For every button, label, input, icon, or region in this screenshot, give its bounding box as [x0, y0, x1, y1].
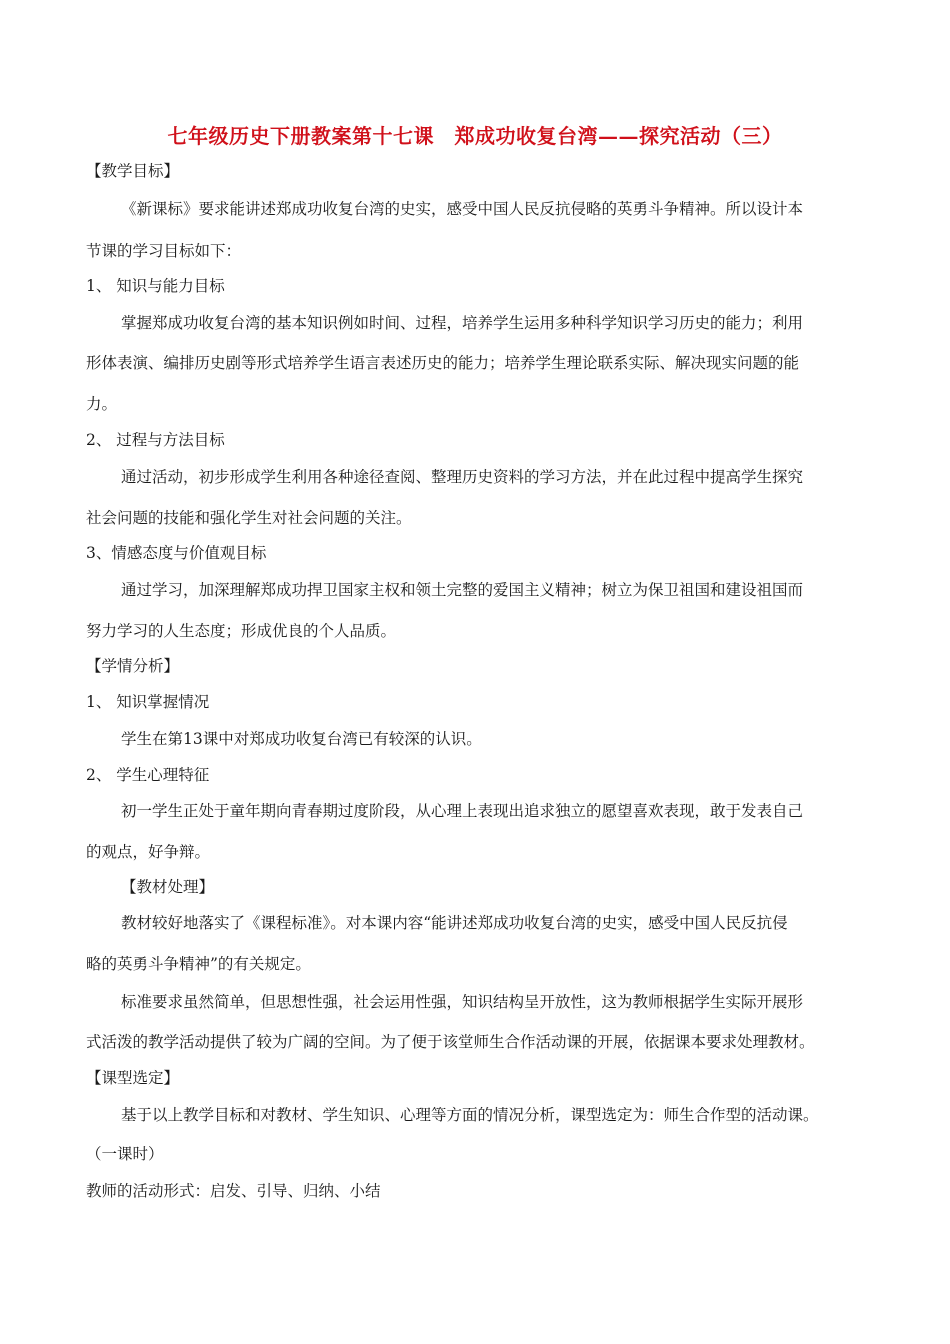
- paragraph-line: 教师的活动形式：启发、引导、归纳、小结: [86, 1182, 381, 1200]
- paragraph-line: 通过活动，初步形成学生利用各种途径查阅、整理历史资料的学习方法，并在此过程中提高学生探究: [121, 468, 804, 486]
- paragraph-line: 通过学习，加深理解郑成功捍卫国家主权和领土完整的爱国主义精神；树立为保卫祖国和建设祖国而: [121, 581, 804, 599]
- section-heading-teaching-goals: 【教学目标】: [86, 162, 180, 180]
- subsection-heading: 3、情感态度与价值观目标: [86, 544, 267, 562]
- subsection-heading: 1、 知识与能力目标: [86, 277, 225, 295]
- paragraph-line: 节课的学习目标如下：: [86, 242, 242, 260]
- paragraph-line: 教材较好地落实了《课程标准》。对本课内容“能讲述郑成功收复台湾的史实，感受中国人民反抗侵: [121, 914, 788, 932]
- paragraph-line: （一课时）: [86, 1145, 164, 1163]
- document-title: 七年级历史下册教案第十七课 郑成功收复台湾——探究活动（三）: [167, 124, 783, 148]
- paragraph-line: 力。: [86, 395, 118, 413]
- paragraph-line: 的观点，好争辩。: [86, 843, 211, 861]
- section-heading-lesson-type: 【课型选定】: [86, 1069, 180, 1087]
- paragraph-line: 初一学生正处于童年期向青春期过度阶段，从心理上表现出追求独立的愿望喜欢表现，敢于发表自己: [121, 802, 804, 820]
- paragraph-line: 掌握郑成功收复台湾的基本知识例如时间、过程，培养学生运用多种科学知识学习历史的能力；利用: [121, 314, 804, 332]
- paragraph-line: 标准要求虽然简单，但思想性强，社会运用性强，知识结构呈开放性，这为教师根据学生实际开展形: [121, 993, 804, 1011]
- paragraph-line: 基于以上教学目标和对教材、学生知识、心理等方面的情况分析，课型选定为：师生合作型的活动课。: [121, 1106, 819, 1124]
- subsection-heading: 1、 知识掌握情况: [86, 693, 210, 711]
- subsection-heading: 2、 学生心理特征: [86, 766, 210, 784]
- section-heading-materials: 【教材处理】: [121, 878, 215, 896]
- paragraph-line: 学生在第13课中对郑成功收复台湾已有较深的认识。: [121, 730, 482, 748]
- paragraph-line: 努力学习的人生态度；形成优良的个人品质。: [86, 622, 397, 640]
- section-heading-student-analysis: 【学情分析】: [86, 657, 180, 675]
- subsection-heading: 2、 过程与方法目标: [86, 431, 225, 449]
- paragraph-line: 《新课标》要求能讲述郑成功收复台湾的史实，感受中国人民反抗侵略的英勇斗争精神。所以设计本: [121, 200, 804, 218]
- paragraph-line: 略的英勇斗争精神”的有关规定。: [86, 955, 311, 973]
- paragraph-line: 形体表演、编排历史剧等形式培养学生语言表述历史的能力；培养学生理论联系实际、解决现实问题的能: [86, 354, 800, 372]
- paragraph-line: 式活泼的教学活动提供了较为广阔的空间。为了便于该堂师生合作活动课的开展，依据课本要求处理教材。: [86, 1033, 815, 1051]
- paragraph-line: 社会问题的技能和强化学生对社会问题的关注。: [86, 509, 412, 527]
